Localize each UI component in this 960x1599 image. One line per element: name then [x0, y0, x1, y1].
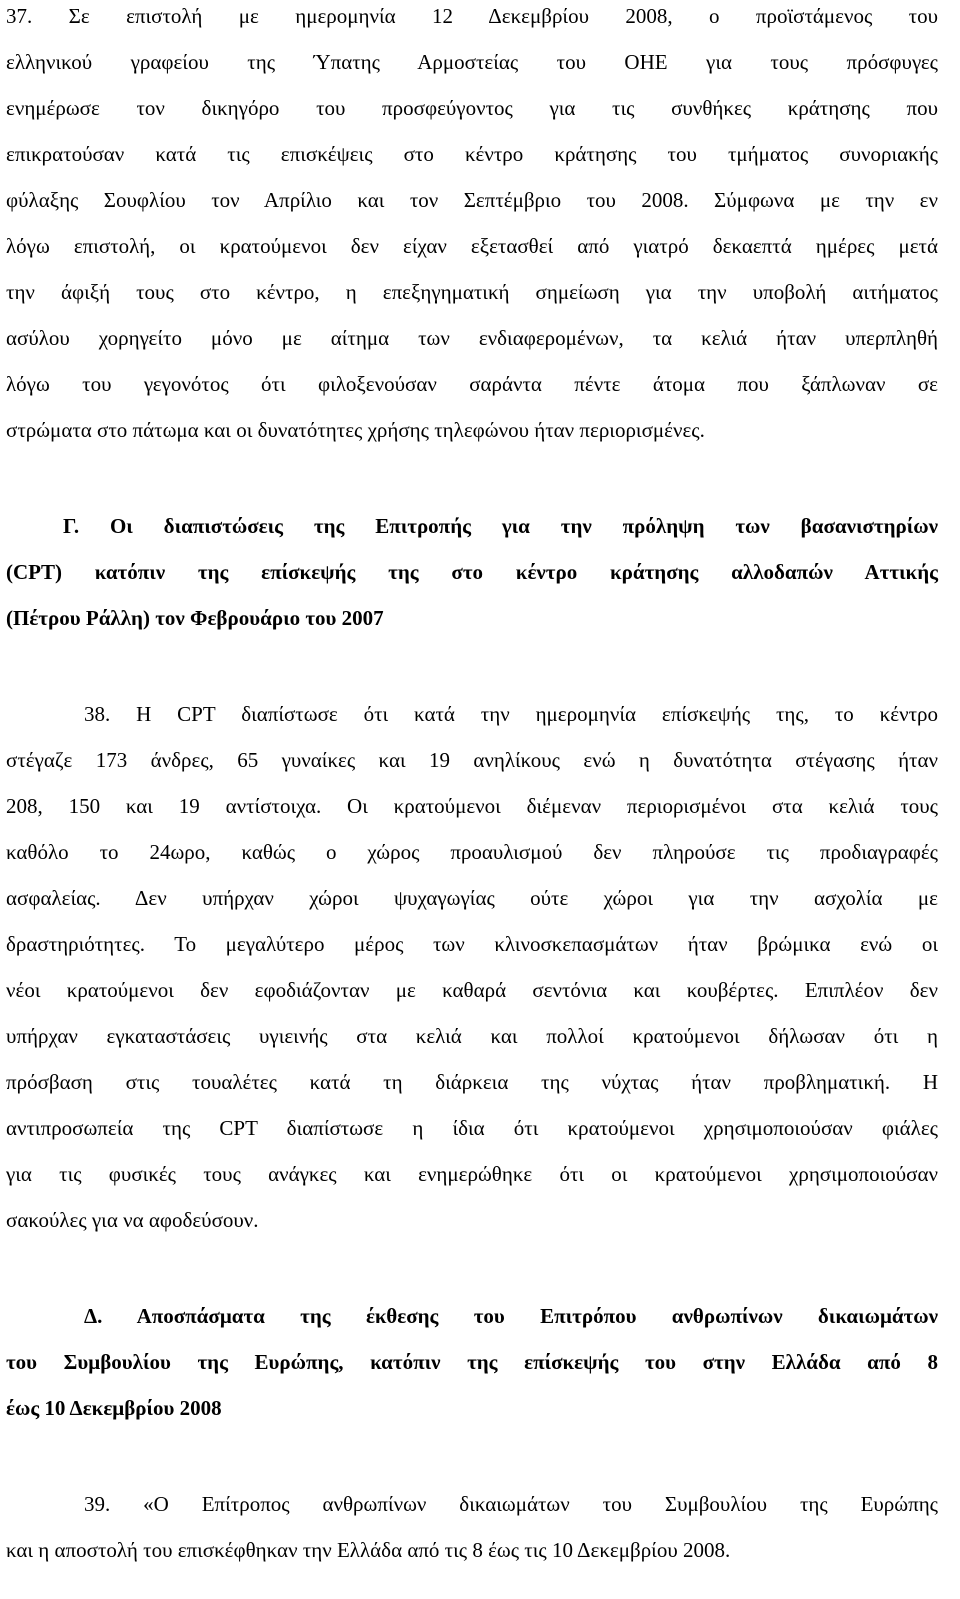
text-line: φύλαξης Σουφλίου τον Απρίλιο και τον Σεπτέμβριο του 2008. Σύμφωνα με την εν	[6, 188, 938, 212]
heading-line: (CPT) κατόπιν της επίσκεψής της στο κέντρο κράτησης αλλοδαπών Αττικής	[6, 560, 938, 584]
heading-line: έως 10 Δεκεμβρίου 2008	[6, 1396, 222, 1420]
text-line: ενημέρωσε τον δικηγόρο του προσφεύγοντος για τις συνθήκες κράτησης που	[6, 96, 938, 120]
text-line: 39. «Ο Επίτροπος ανθρωπίνων δικαιωμάτων του Συμβουλίου της Ευρώπης	[84, 1492, 938, 1516]
text-line: λόγω του γεγονότος ότι φιλοξενούσαν σαράντα πέντε άτομα που ξάπλωναν σε	[6, 372, 938, 396]
text-line: πρόσβαση στις τουαλέτες κατά τη διάρκεια της νύχτας ήταν προβληματική. Η	[6, 1070, 938, 1094]
heading-line: Γ. Οι διαπιστώσεις της Επιτροπής για την πρόληψη των βασανιστηρίων	[63, 514, 938, 538]
heading-line: του Συμβουλίου της Ευρώπης, κατόπιν της επίσκεψής του στην Ελλάδα από 8	[6, 1350, 938, 1374]
text-line: αντιπροσωπεία της CPT διαπίστωσε η ίδια ότι κρατούμενοι χρησιμοποιούσαν φιάλες	[6, 1116, 938, 1140]
text-line: 37. Σε επιστολή με ημερομηνία 12 Δεκεμβρίου 2008, ο προϊστάμενος του	[6, 4, 938, 28]
text-line: υπήρχαν εγκαταστάσεις υγιεινής στα κελιά και πολλοί κρατούμενοι δήλωσαν ότι η	[6, 1024, 938, 1048]
heading-line: Δ. Αποσπάσματα της έκθεσης του Επιτρόπου ανθρωπίνων δικαιωμάτων	[84, 1304, 938, 1328]
heading-line: (Πέτρου Ράλλη) τον Φεβρουάριο του 2007	[6, 606, 384, 630]
text-line: 38. Η CPT διαπίστωσε ότι κατά την ημερομηνία επίσκεψής της, το κέντρο	[84, 702, 938, 726]
text-line: 208, 150 και 19 αντίστοιχα. Οι κρατούμενοι διέμεναν περιορισμένοι στα κελιά τους	[6, 794, 938, 818]
text-line: σακούλες για να αφοδεύσουν.	[6, 1208, 259, 1232]
text-line: στέγαζε 173 άνδρες, 65 γυναίκες και 19 ανηλίκους ενώ η δυνατότητα στέγασης ήταν	[6, 748, 938, 772]
text-line: λόγω επιστολή, οι κρατούμενοι δεν είχαν εξετασθεί από γιατρό δεκαεπτά ημέρες μετά	[6, 234, 938, 258]
text-line: νέοι κρατούμενοι δεν εφοδιάζονταν με καθαρά σεντόνια και κουβέρτες. Επιπλέον δεν	[6, 978, 938, 1002]
text-line: στρώματα στο πάτωμα και οι δυνατότητες χρήσης τηλεφώνου ήταν περιορισμένες.	[6, 418, 705, 442]
text-line: ασφαλείας. Δεν υπήρχαν χώροι ψυχαγωγίας ούτε χώροι για την ασχολία με	[6, 886, 938, 910]
text-line: δραστηριότητες. Το μεγαλύτερο μέρος των κλινοσκεπασμάτων ήταν βρώμικα ενώ οι	[6, 932, 938, 956]
text-line: επικρατούσαν κατά τις επισκέψεις στο κέντρο κράτησης του τμήματος συνοριακής	[6, 142, 938, 166]
text-line: ελληνικού γραφείου της Ύπατης Αρμοστείας του ΟΗΕ για τους πρόσφυγες	[6, 50, 938, 74]
text-line: καθόλο το 24ωρο, καθώς ο χώρος προαυλισμού δεν πληρούσε τις προδιαγραφές	[6, 840, 938, 864]
text-line: για τις φυσικές τους ανάγκες και ενημερώθηκε ότι οι κρατούμενοι χρησιμοποιούσαν	[6, 1162, 938, 1186]
text-line: ασύλου χορηγείτο μόνο με αίτημα των ενδιαφερομένων, τα κελιά ήταν υπερπληθή	[6, 326, 938, 350]
text-line: και η αποστολή του επισκέφθηκαν την Ελλάδα από τις 8 έως τις 10 Δεκεμβρίου 2008.	[6, 1538, 731, 1562]
text-line: την άφιξή τους στο κέντρο, η επεξηγηματική σημείωση για την υποβολή αιτήματος	[6, 280, 938, 304]
